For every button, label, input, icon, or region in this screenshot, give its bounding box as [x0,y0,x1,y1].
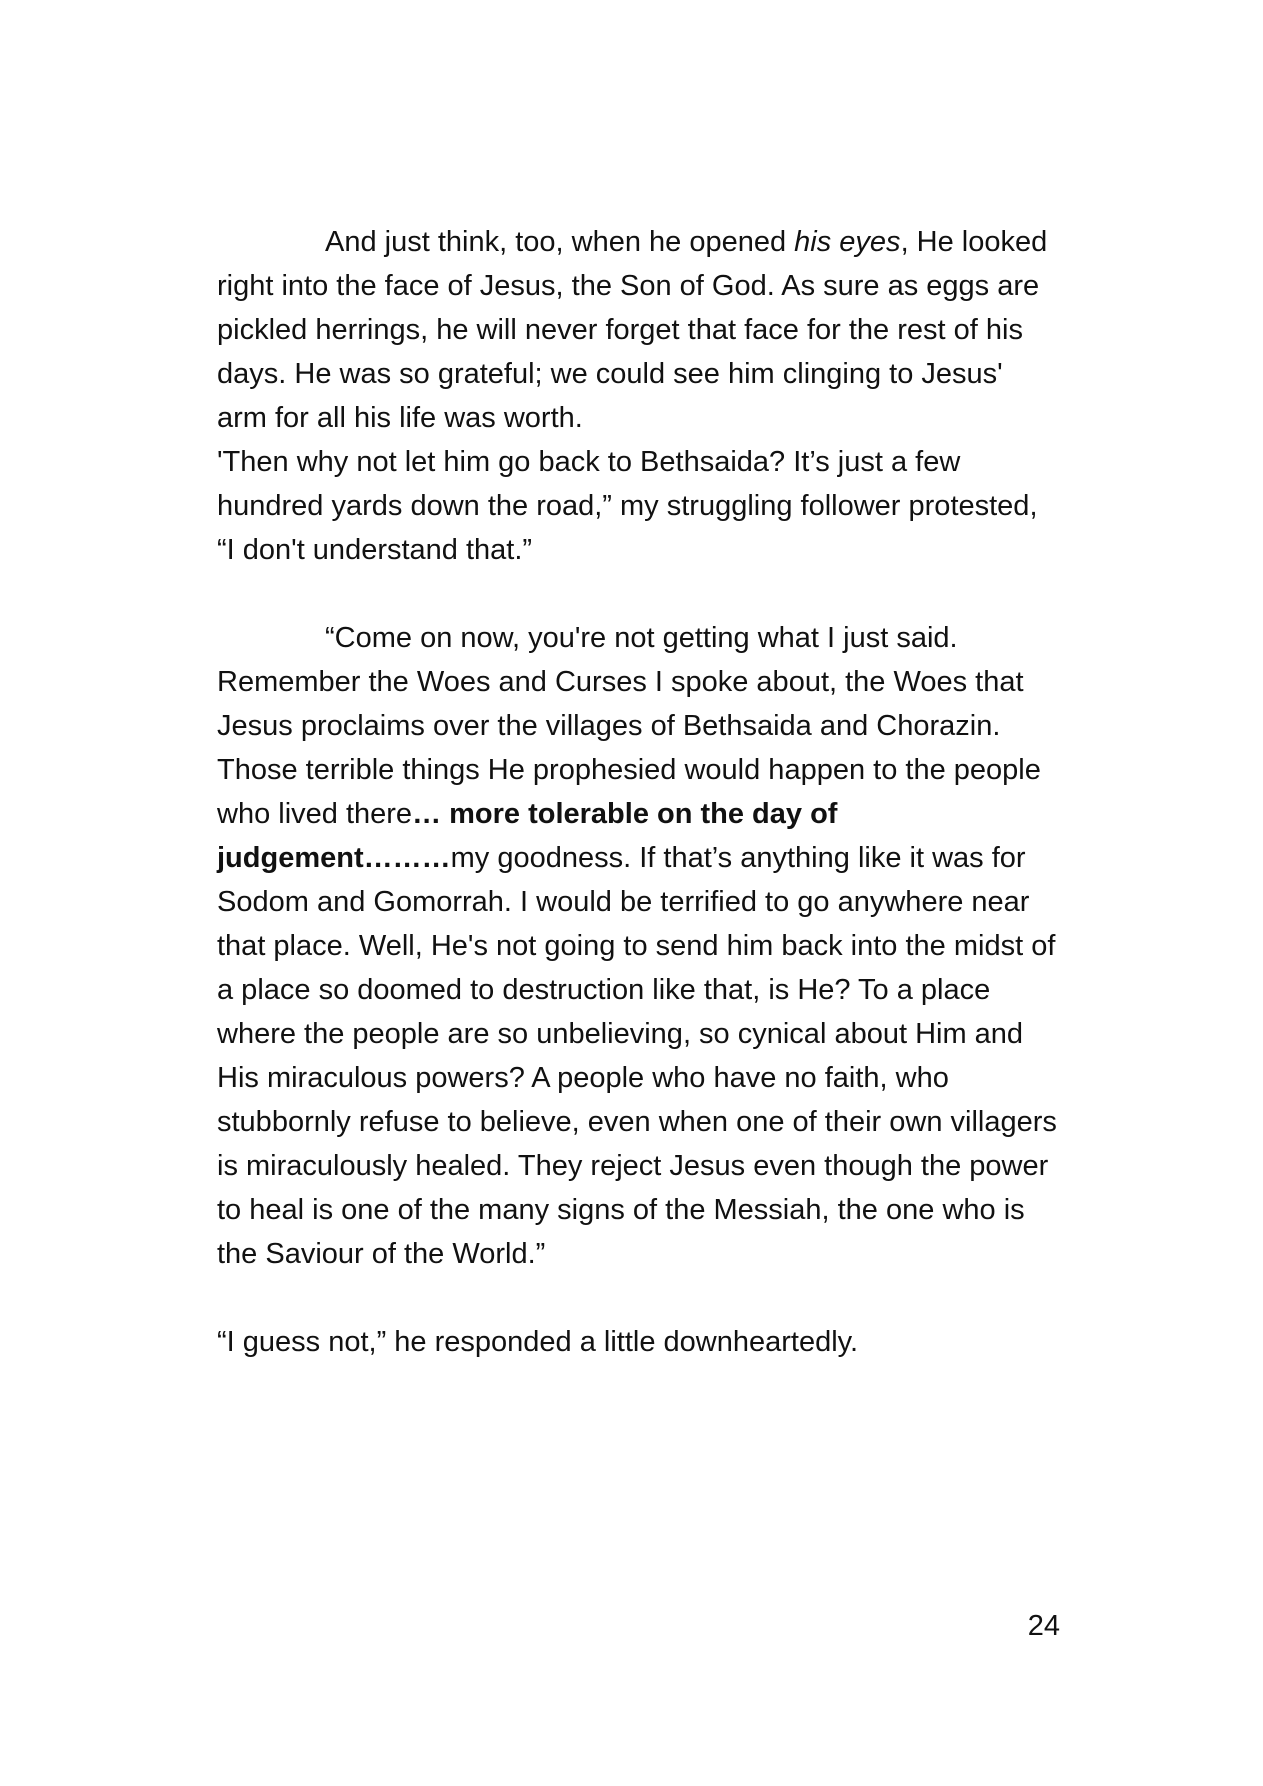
paragraph-spacer [217,572,1057,616]
paragraph-1 [217,220,1057,440]
paragraph-1-text-start: And just think, too, when he opened [325,226,795,258]
body-text [217,220,1057,1364]
page-number: 24 [1027,1610,1060,1642]
paragraph-3-bold: … more tolerable on the day of judgement……… [217,798,838,874]
paragraph-3-text-end: my goodness. If that’s anything like it was for Sodom and Gomorrah. I would be terrified to go anywhere near that place. Well, He's not going to send him back into the midst of a place so doomed to destruction like that, is He? To a place where the people are so unbelieving, so cynical about Him and His miraculous powers? A people who have no faith, who stubbornly refuse to believe, even when one of their own villagers is miraculously healed. They reject Jesus even though the power to heal is one of the many signs of the Messiah, the one who is the Saviour of the World.” [217,842,1057,1270]
paragraph-1-text-end: , He looked right into the face of Jesus, the Son of God. As sure as eggs are pickled herrings, he will never forget that face for the rest of his days. He was so grateful; we could see him clinging to Jesus' arm for all his life was worth. [217,226,1048,434]
paragraph-2: 'Then why not let him go back to Bethsaida? It’s just a few hundred yards down the road,” my struggling follower protested, “I don't understand that.” [217,446,1038,566]
paragraph-3-text-start: “Come on now, you're not getting what I just said. Remember the Woes and Curses I spoke about, the Woes that Jesus proclaims over the villages of Bethsaida and Chorazin. Those terrible things He prophesied would happen to the people who lived there [217,622,1041,830]
paragraph-3 [217,616,1057,1276]
paragraph-4: “I guess not,” he responded a little downheartedly. [217,1326,859,1358]
paragraph-1-italic: his eyes [794,226,901,258]
paragraph-spacer [217,1276,1057,1320]
